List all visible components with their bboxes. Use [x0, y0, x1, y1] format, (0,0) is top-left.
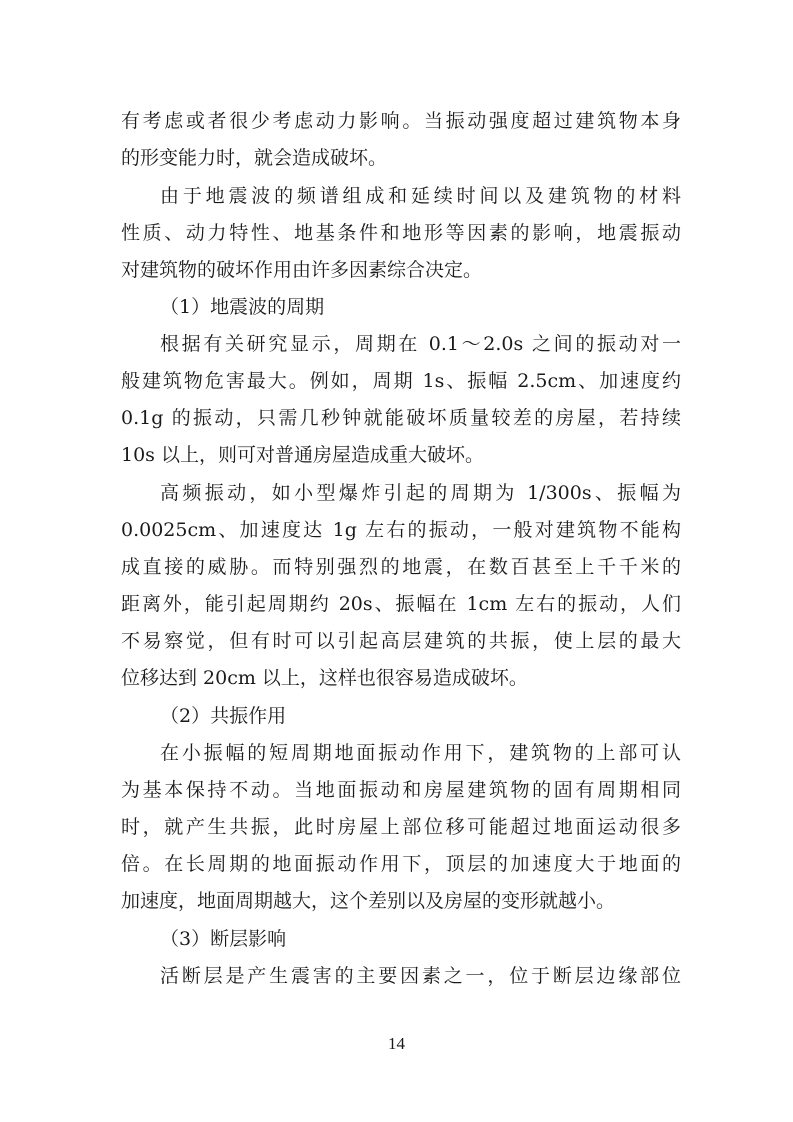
text-line: 为基本保持不动。当地面振动和房屋建筑物的固有周期相同: [121, 779, 681, 801]
section-heading: （3）断层影响: [160, 928, 287, 950]
section-heading: （2）共振作用: [160, 705, 287, 727]
text-line: 性质、动力特性、地基条件和地形等因素的影响，地震振动: [121, 222, 681, 244]
text-line: 时，就产生共振，此时房屋上部位移可能超过地面运动很多: [121, 816, 681, 838]
text-line: 对建筑物的破坏作用由许多因素综合决定。: [121, 259, 483, 281]
text-line: 倍。在长周期的地面振动作用下，顶层的加速度大于地面的: [121, 853, 681, 875]
text-line: 成直接的威胁。而特别强烈的地震，在数百甚至上千千米的: [121, 556, 681, 578]
text-line: 高频振动，如小型爆炸引起的周期为 1/300s、振幅为: [160, 482, 681, 504]
text-line: 加速度，地面周期越大，这个差别以及房屋的变形就越小。: [121, 890, 616, 912]
text-line: 根据有关研究显示，周期在 0.1～2.0s 之间的振动对一: [160, 333, 681, 355]
page-number: 14: [388, 1034, 405, 1053]
text-line: 位移达到 20cm 以上，这样也很容易造成破坏。: [121, 667, 528, 689]
text-line: 0.0025cm、加速度达 1g 左右的振动，一般对建筑物不能构: [121, 519, 681, 541]
text-line: 有考虑或者很少考虑动力影响。当振动强度超过建筑物本身: [121, 110, 681, 132]
text-line: 10s 以上，则可对普通房屋造成重大破坏。: [121, 444, 484, 466]
text-line: 活断层是产生震害的主要因素之一，位于断层边缘部位: [160, 965, 681, 987]
text-line: 0.1g 的振动，只需几秒钟就能破坏质量较差的房屋，若持续: [121, 407, 681, 429]
text-line: 在小振幅的短周期地面振动作用下，建筑物的上部可认: [160, 742, 681, 764]
section-heading: （1）地震波的周期: [160, 296, 325, 318]
text-line: 的形变能力时，就会造成破坏。: [121, 147, 388, 169]
text-line: 不易察觉，但有时可以引起高层建筑的共振，使上层的最大: [121, 630, 681, 652]
text-line: 距离外，能引起周期约 20s、振幅在 1cm 左右的振动，人们: [121, 593, 681, 615]
text-line: 由于地震波的频谱组成和延续时间以及建筑物的材料: [160, 185, 681, 207]
text-line: 般建筑物危害最大。例如，周期 1s、振幅 2.5cm、加速度约: [121, 370, 681, 392]
